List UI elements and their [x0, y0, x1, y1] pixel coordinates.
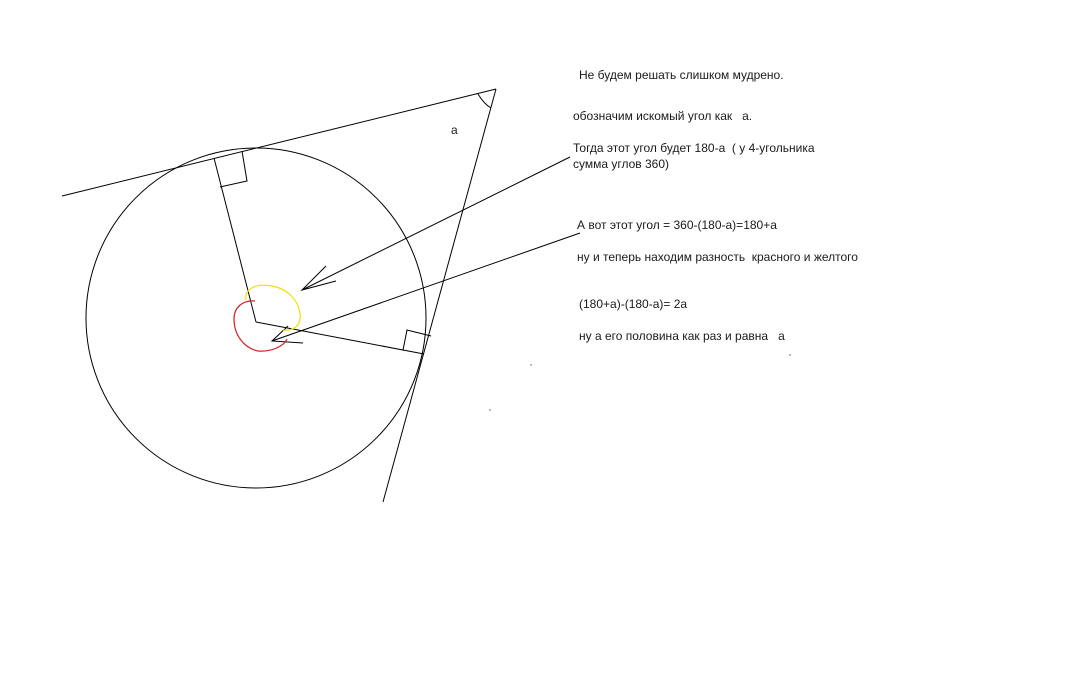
note-conclusion: ну а его половина как раз и равна а — [579, 329, 785, 343]
right-angle-marker-right — [403, 330, 431, 350]
pointer-arrow-line-1 — [302, 157, 570, 290]
radius-top — [214, 158, 256, 322]
stray-dot — [789, 354, 790, 355]
tangent-line-right — [383, 89, 496, 502]
note-denote: обозначим искомый угол как а. — [573, 109, 753, 123]
note-then-line2: сумма углов 360) — [573, 157, 670, 171]
note-difference: ну и теперь находим разность красного и желтого — [577, 250, 858, 264]
apex-angle-arc — [478, 94, 491, 108]
stray-dot — [489, 409, 490, 410]
apex-angle-label: а — [451, 123, 458, 137]
note-intro: Не будем решать слишком мудрено. — [579, 68, 784, 82]
circle — [86, 148, 426, 488]
yellow-angle-arc — [246, 285, 300, 330]
stray-dot — [530, 364, 531, 365]
pointer-arrow-head-2 — [272, 326, 303, 343]
note-then-line1: Тогда этот угол будет 180-а ( у 4-угольника — [573, 141, 815, 155]
note-formula: (180+а)-(180-а)= 2а — [579, 297, 688, 311]
pointer-arrow-head-1 — [302, 266, 336, 290]
note-this-angle: А вот этот угол = 360-(180-а)=180+а — [577, 218, 777, 232]
tangent-line-top — [62, 89, 496, 196]
